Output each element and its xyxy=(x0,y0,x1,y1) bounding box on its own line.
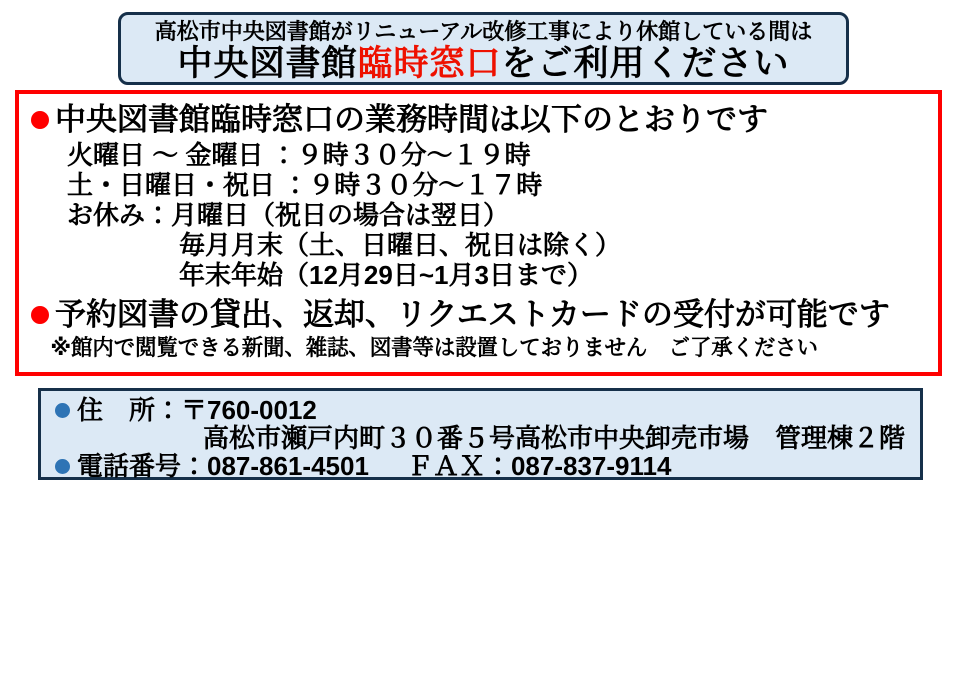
fax-number: 087-837-9114 xyxy=(510,451,672,481)
notice-banner xyxy=(118,12,849,85)
postal-code: 〒760-0012 xyxy=(181,395,317,425)
blue-bullet-icon xyxy=(55,459,70,474)
banner-title-suffix: をご利用ください xyxy=(501,44,790,83)
schedule-weekend: 土・日曜日・祝日 ：９時３０分～１７時 xyxy=(67,170,543,200)
phone-label: 電話番号： xyxy=(77,451,208,481)
blue-bullet-icon xyxy=(55,403,70,418)
banner-title-prefix: 中央図書館 xyxy=(177,44,358,83)
services-heading: 予約図書の貸出、返却、リクエストカードの受付が可能です xyxy=(55,297,890,332)
schedule-closed-newyear: 年末年始（12月29日~1月3日まで） xyxy=(179,260,593,290)
schedule-weekday: 火曜日 ～ 金曜日 ：９時３０分～１９時 xyxy=(67,140,531,170)
contact-panel xyxy=(38,388,923,480)
hours-heading-row xyxy=(29,100,928,140)
services-note: ※館内で閲覧できる新聞、雑誌、図書等は設置しておりません ご了承ください xyxy=(50,335,818,360)
red-bullet-icon xyxy=(31,111,49,129)
schedule-closed-monday: お休み：月曜日（祝日の場合は翌日） xyxy=(67,200,510,230)
banner-subtitle: 高松市中央図書館がリニューアル改修工事により休館している間は xyxy=(154,19,813,44)
banner-title xyxy=(121,45,846,83)
red-bullet-icon xyxy=(31,306,49,324)
address-label: 住 所： xyxy=(77,395,182,425)
phone-row xyxy=(55,452,910,480)
hours-heading: 中央図書館臨時窓口の業務時間は以下のとおりです xyxy=(55,102,768,137)
banner-title-highlight: 臨時窓口 xyxy=(357,44,502,83)
phone-number: 087-861-4501 xyxy=(207,451,369,481)
address-row xyxy=(55,396,910,424)
schedule-closed-monthend: 毎月月末（土、日曜日、祝日は除く） xyxy=(179,230,622,260)
address-line2: 高松市瀬戸内町３０番５号高松市中央卸売市場 管理棟２階 xyxy=(203,423,906,453)
hours-notice-panel xyxy=(15,90,942,376)
fax-label: ＦＡＸ： xyxy=(406,451,511,481)
services-heading-row xyxy=(29,295,928,335)
